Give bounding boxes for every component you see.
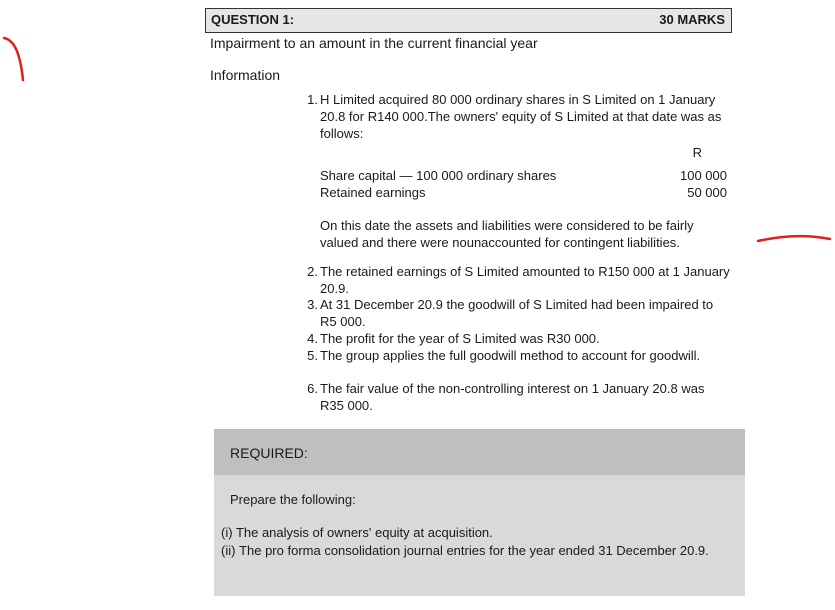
equity-label-retained-earnings: Retained earnings	[320, 185, 426, 200]
item-number: 1.	[307, 92, 318, 107]
question-header	[205, 8, 732, 33]
question-title: QUESTION 1:	[211, 12, 295, 27]
required-item-text: The analysis of owners' equity at acquisition.	[235, 525, 493, 540]
item-text: The profit for the year of S Limited was R30 000.	[320, 331, 600, 346]
item-text: The retained earnings of S Limited amounted to R150 000 at 1 January 20.9.	[320, 264, 730, 296]
equity-amount-retained-earnings: 50 000	[687, 185, 727, 200]
pen-annotation-left	[0, 30, 40, 90]
required-header	[214, 429, 745, 475]
required-item-1	[221, 525, 721, 541]
item-text: The fair value of the non-controlling interest on 1 January 20.8 was R35 000.	[320, 381, 705, 413]
currency-header: R	[692, 145, 702, 160]
required-body	[214, 475, 745, 596]
fair-value-note: On this date the assets and liabilities were considered to be fairly valued and there were nounaccounted for contingent liabilities.	[320, 218, 694, 250]
question-subtitle: Impairment to an amount in the current financial year	[210, 35, 538, 51]
item-number: 5.	[307, 348, 318, 363]
equity-label-share-capital: Share capital — 100 000 ordinary shares	[320, 168, 557, 183]
question-marks: 30 MARKS	[659, 12, 725, 27]
item-text: The group applies the full goodwill method to account for goodwill.	[320, 348, 701, 363]
item-number: 6.	[307, 381, 318, 396]
required-item-label: (i)	[221, 525, 233, 540]
item-text: H Limited acquired 80 000 ordinary shares in S Limited on 1 January 20.8 for R140 000.The owners' equity of S Limited at that date was as follows:	[320, 92, 722, 141]
item-number: 4.	[307, 331, 318, 346]
required-heading: REQUIRED:	[230, 445, 308, 461]
item-number: 3.	[307, 297, 318, 312]
required-item-label: (ii)	[221, 543, 236, 558]
information-heading: Information	[210, 67, 281, 83]
item-text: At 31 December 20.9 the goodwill of S Limited had been impaired to R5 000.	[320, 297, 714, 329]
required-item-text: The pro forma consolidation journal entries for the year ended 31 December 20.9.	[239, 543, 709, 558]
required-item-2	[221, 543, 721, 559]
pen-annotation-right	[750, 228, 835, 248]
required-prepare-text: Prepare the following:	[230, 492, 356, 507]
equity-amount-share-capital: 100 000	[680, 168, 727, 183]
item-number: 2.	[307, 264, 318, 279]
